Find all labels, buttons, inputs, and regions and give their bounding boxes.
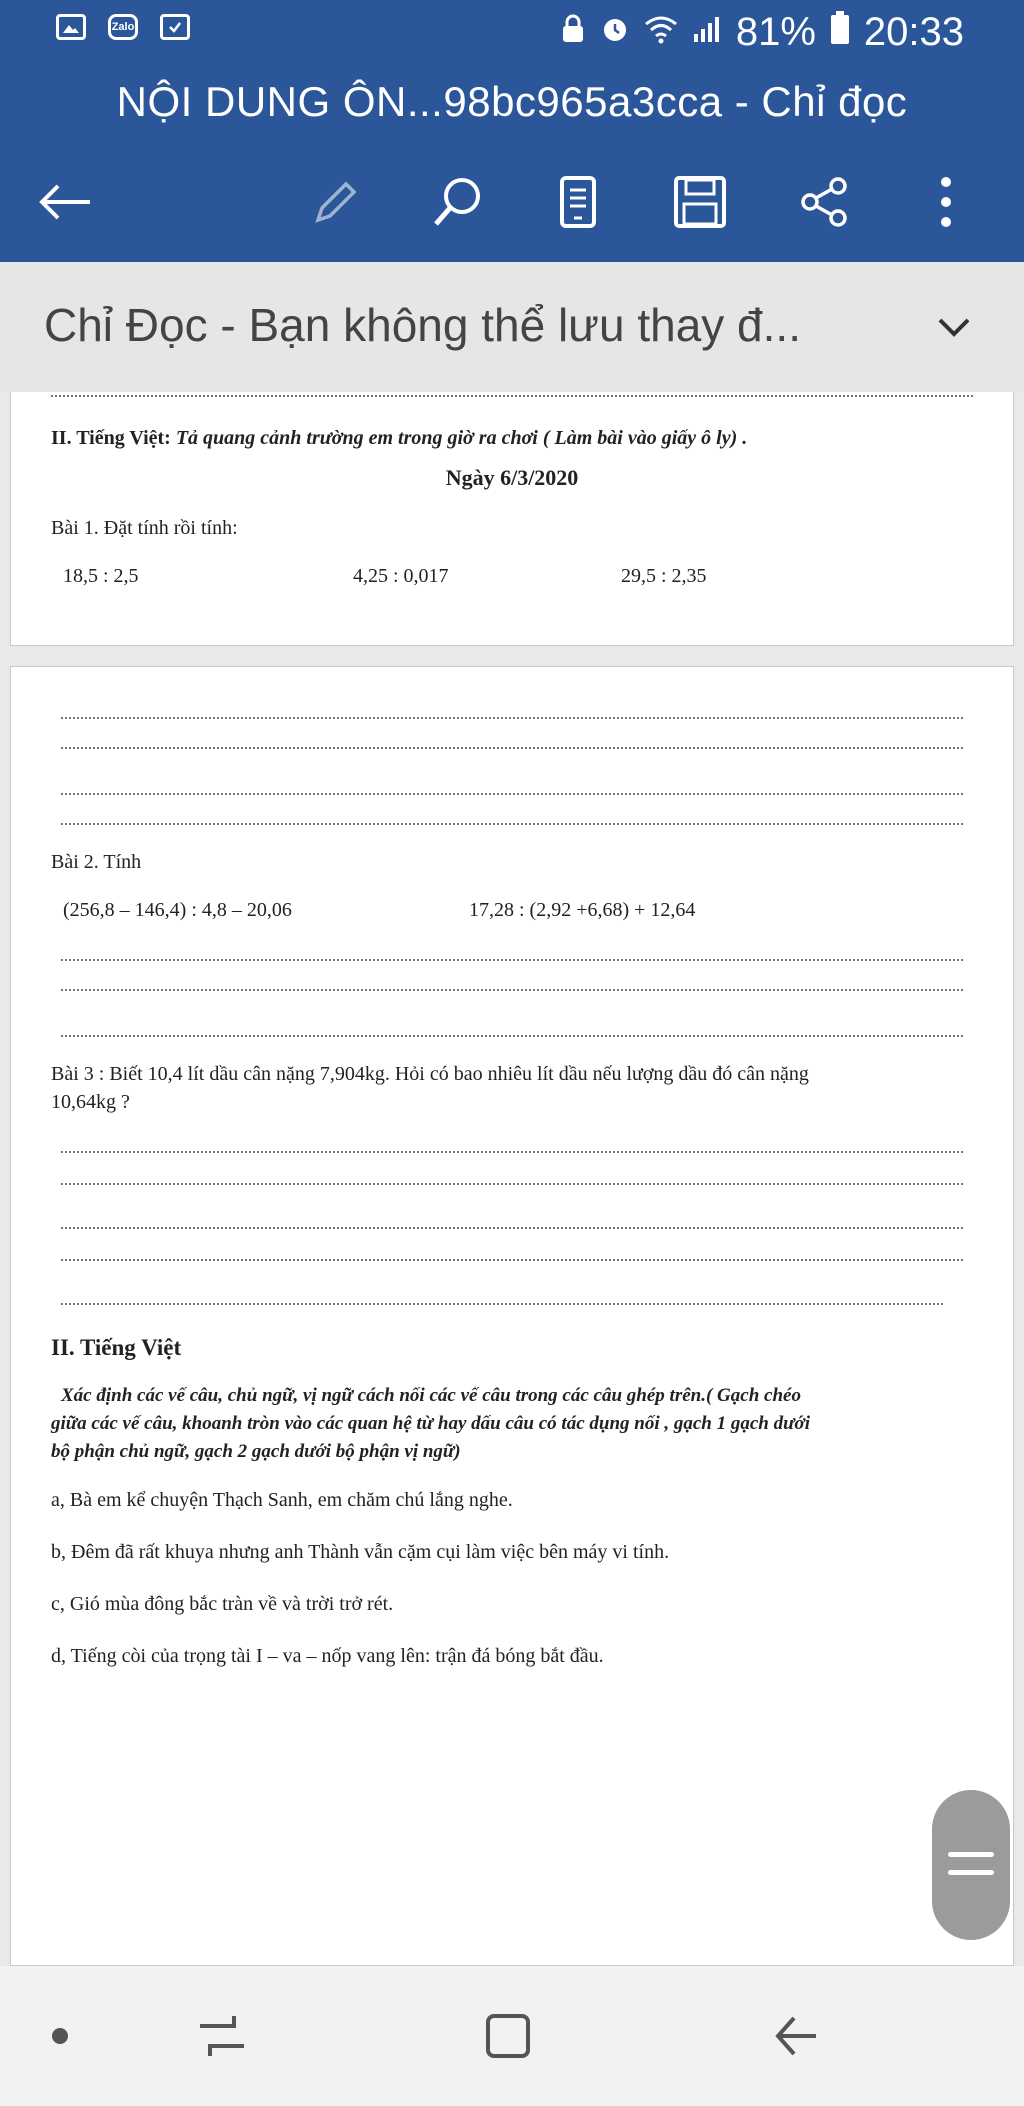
dotted-line [61, 989, 963, 991]
bai2-item-2: 17,28 : (2,92 +6,68) + 12,64 [469, 899, 696, 921]
instruction-line-3: bộ phận chủ ngữ, gạch 2 gạch dưới bộ phận vị ngữ) [51, 1441, 461, 1462]
pencil-icon[interactable] [296, 162, 376, 242]
read-only-banner[interactable] [0, 262, 1024, 393]
back-icon[interactable] [756, 1996, 836, 2076]
bai1-item-2: 4,25 : 0,017 [353, 565, 449, 587]
system-nav-bar [0, 1966, 1024, 2106]
bai1-item-3: 29,5 : 2,35 [621, 565, 707, 587]
clock-time: 20:33 [863, 10, 964, 54]
sentence-c: c, Gió mùa đông bắc tràn về và trời trở rét. [51, 1593, 394, 1615]
lock-icon [560, 14, 586, 52]
instruction-line-1: Xác định các vế câu, chủ ngữ, vị ngữ cách nối các vế câu trong các câu ghép trên.( Gạch chéo [61, 1385, 801, 1406]
document-page-2 [10, 666, 1014, 1966]
gallery-icon [56, 14, 86, 40]
zalo-icon: Zalo [108, 14, 138, 40]
section-title: II. Tiếng Việt [51, 1335, 182, 1360]
scroll-thumb[interactable] [932, 1790, 1010, 1940]
document-page-1 [10, 392, 1014, 646]
dotted-line [61, 1035, 963, 1037]
document-title: NỘI DUNG ÔN...98bc965a3cca - Chỉ đọc [116, 78, 908, 125]
bai2-title: Bài 2. Tính [51, 851, 142, 873]
bai3-line-2: 10,64kg ? [51, 1091, 130, 1113]
signal-icon [692, 14, 722, 52]
battery-percent: 81% [735, 10, 816, 54]
bai1-item-1: 18,5 : 2,5 [63, 565, 139, 587]
dotted-line [61, 959, 963, 961]
dotted-line [51, 395, 973, 397]
page1-date: Ngày 6/3/2020 [445, 465, 579, 490]
sentence-d: d, Tiếng còi của trọng tài I – va – nốp vang lên: trận đá bóng bắt đầu. [51, 1645, 604, 1667]
read-only-message: Chỉ Đọc - Bạn không thể lưu thay đ... [44, 299, 801, 351]
instruction-line-2: giữa các vế câu, khoanh tròn vào các quan hệ từ hay dấu câu có tác dụng nối , gạch 1 gạch dưới [51, 1413, 810, 1434]
dotted-line [61, 1183, 963, 1185]
search-icon[interactable] [418, 162, 498, 242]
dotted-line [61, 747, 963, 749]
dotted-line [61, 1259, 963, 1261]
dotted-line [61, 793, 963, 795]
reading-view-icon[interactable] [538, 162, 618, 242]
alarm-icon [600, 14, 630, 52]
app-title-bar [0, 66, 1024, 262]
bai1-title: Bài 1. Đặt tính rồi tính: [51, 517, 238, 539]
dotted-line [61, 1227, 963, 1229]
dotted-line [61, 823, 963, 825]
toolbar [0, 162, 1024, 242]
share-icon[interactable] [784, 162, 864, 242]
save-icon[interactable] [660, 162, 740, 242]
battery-icon [830, 10, 850, 55]
page1-heading: II. Tiếng Việt: Tả quang cảnh trường em trong giờ ra chơi ( Làm bài vào giấy ô ly) . [51, 427, 748, 449]
status-bar [0, 0, 1024, 66]
document-area[interactable] [0, 392, 1024, 1966]
home-icon[interactable] [468, 1996, 548, 2076]
wifi-icon [644, 14, 678, 52]
dotted-line [61, 717, 963, 719]
bai2-item-1: (256,8 – 146,4) : 4,8 – 20,06 [63, 899, 292, 921]
dot-icon [20, 1996, 100, 2076]
chevron-down-icon[interactable] [924, 298, 984, 358]
bai3-line-1: Bài 3 : Biết 10,4 lít dầu cân nặng 7,904kg. Hỏi có bao nhiêu lít dầu nếu lượng dầu đó cân nặng [51, 1063, 809, 1085]
dotted-line [61, 1151, 963, 1153]
sentence-a: a, Bà em kể chuyện Thạch Sanh, em chăm chú lắng nghe. [51, 1489, 513, 1511]
more-icon[interactable] [906, 162, 986, 242]
back-arrow-icon[interactable] [26, 162, 106, 242]
dotted-line [61, 1303, 943, 1305]
sentence-b: b, Đêm đã rất khuya nhưng anh Thành vẫn cặm cụi làm việc bên máy vi tính. [51, 1541, 670, 1563]
clipboard-icon [160, 14, 190, 40]
recent-apps-icon[interactable] [182, 1996, 262, 2076]
